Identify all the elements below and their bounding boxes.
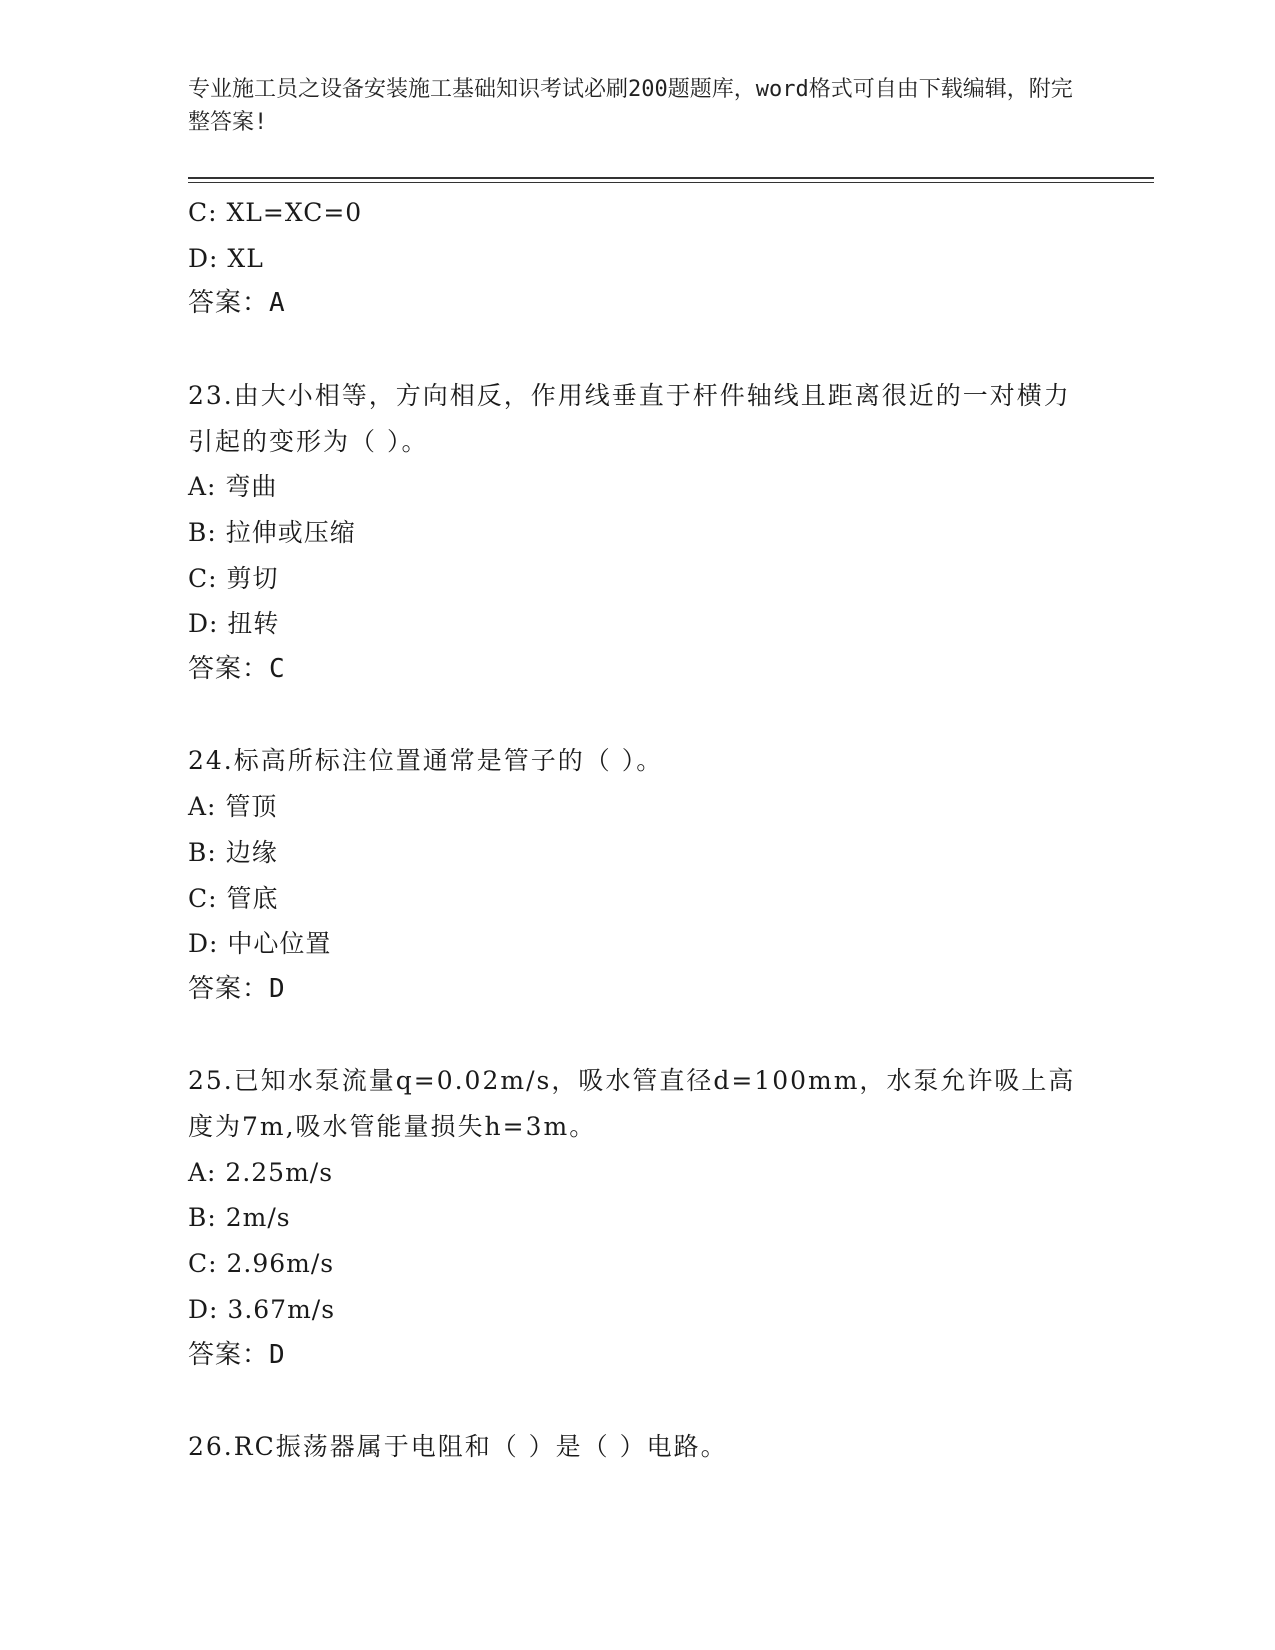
question-24 (188, 738, 1088, 1012)
question-22-continued (188, 190, 1088, 327)
option-a: A: 弯曲 (188, 472, 278, 502)
document-header: 专业施工员之设备安装施工基础知识考试必刷200题题库，word格式可自由下载编辑，附完整答案! (188, 77, 1073, 135)
option-c: C: 2.96m/s (188, 1249, 335, 1279)
option-d: D: 3.67m/s (188, 1294, 336, 1324)
option-c: C: 剪切 (188, 563, 279, 593)
question-26 (188, 1424, 1088, 1470)
option-d: D: 中心位置 (188, 929, 332, 959)
option-d: D: XL (188, 243, 264, 273)
option-a: A: 2.25m/s (188, 1157, 334, 1187)
spacer (188, 1013, 1088, 1059)
option-b: B: 拉伸或压缩 (188, 517, 356, 547)
question-stem: 26.RC振荡器属于电阻和（ ）是（ ）电路。 (188, 1431, 728, 1461)
question-stem: 25.已知水泵流量q=0.02m/s，吸水管直径d=100mm，水泵允许吸上高度为7m,吸水管能量损失h=3m。 (188, 1066, 1076, 1142)
spacer (188, 693, 1088, 739)
answer-label: 答案：D (188, 1339, 286, 1370)
spacer (188, 327, 1088, 373)
answer-label: 答案：C (188, 654, 286, 685)
question-list (188, 190, 1088, 1470)
option-b: B: 边缘 (188, 837, 278, 867)
option-a: A: 管顶 (188, 792, 278, 822)
header-divider-thin (188, 182, 1154, 183)
question-23 (188, 373, 1088, 693)
option-b: B: 2m/s (188, 1203, 291, 1233)
answer-label: 答案：A (188, 288, 286, 319)
answer-label: 答案：D (188, 973, 286, 1004)
header-divider-thick (188, 177, 1154, 179)
option-c: C: 管底 (188, 883, 279, 913)
option-c: C: XL=XC=0 (188, 198, 363, 227)
question-25 (188, 1058, 1088, 1378)
spacer (188, 1378, 1088, 1424)
question-stem: 23.由大小相等，方向相反，作用线垂直于杆件轴线且距离很近的一对横力引起的变形为（ ）。 (188, 380, 1071, 456)
question-stem: 24.标高所标注位置通常是管子的（ ）。 (188, 746, 664, 776)
option-d: D: 扭转 (188, 609, 280, 639)
